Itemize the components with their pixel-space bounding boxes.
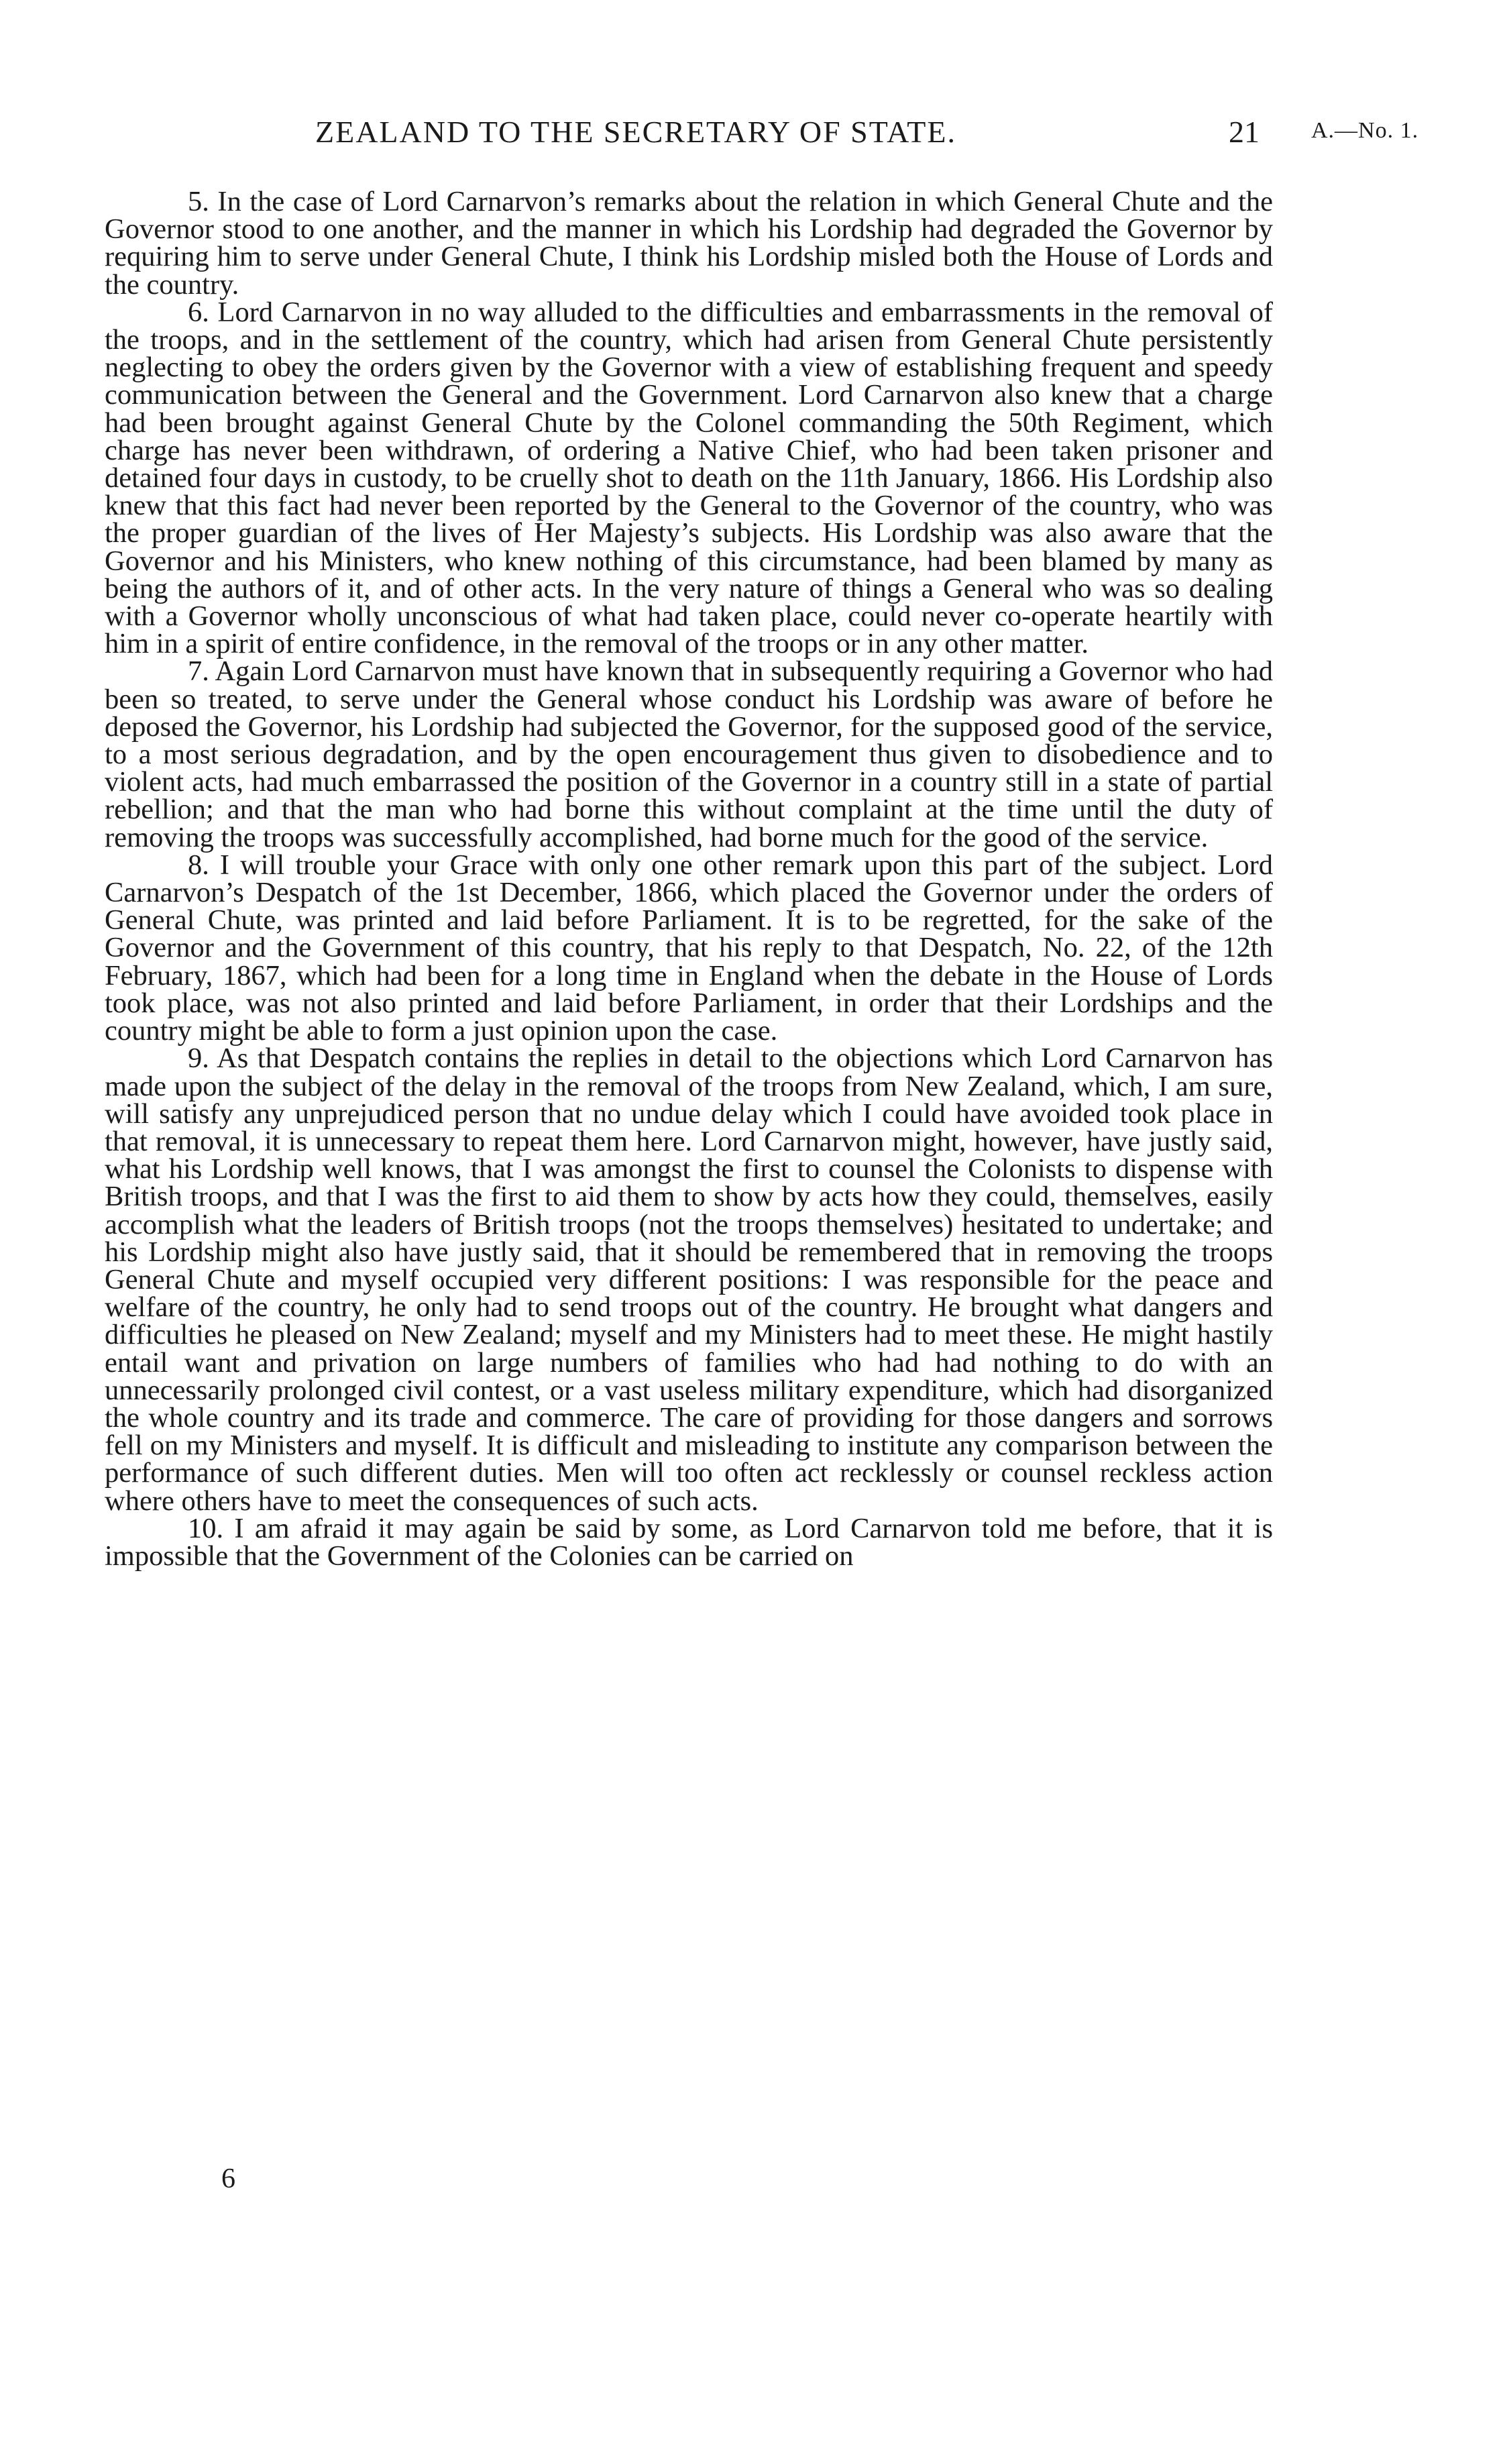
signature-mark: 6 <box>221 2163 235 2194</box>
running-header <box>0 114 1505 161</box>
paragraph-10: 10. I am afraid it may again be said by some, as Lord Carnarvon told me before, that it is impossible that the Government of the Colonies can be carried on <box>105 1512 1273 1572</box>
paragraph-9: 9. As that Despatch contains the replies in detail to the objections which Lord Carnarvon has made upon the subject of the delay in the removal of the troops from New Zealand, which, I am sure, will satisfy any unprejudiced person that no undue delay which I could have avoided took place in that removal, it is unnecessary to repeat them here. Lord Carnarvon might, however, have justly said, what his Lordship well knows, that I was amongst the first to counsel the Colonists to dispense with British troops, and that I was the first to aid them to show by acts how they could, themselves, easily accomplish what the leaders of British troops (not the troops themselves) hesitated to undertake; and his Lordship might also have justly said, that it should be remembered that in removing the troops General Chute and myself occupied very different positions: I was responsible for the peace and welfare of the country, he only had to send troops out of the country. He brought what dangers and difficulties he pleased on New Zealand; myself and my Ministers had to meet these. He might hastily entail want and privation on large numbers of families who had had nothing to do with an unnecessarily prolonged civil contest, or a vast useless military expenditure, which had disorganized the whole country and its trade and commerce. The care of providing for those dangers and sorrows fell on my Ministers and myself. It is difficult and misleading to institute any comparison between the performance of such different duties. Men will too often act recklessly or counsel reckless action where others have to meet the consequences of such acts. <box>105 1042 1273 1517</box>
document-reference: A.—No. 1. <box>1311 118 1419 143</box>
paragraph-5: 5. In the case of Lord Carnarvon’s remarks about the relation in which General Chute and the Governor stood to one another, and the manner in which his Lordship had degraded the Governor by requiring him to serve under General Chute, I think his Lordship misled both the House of Lords and the country. <box>105 186 1273 301</box>
paragraph-6: 6. Lord Carnarvon in no way alluded to the difficulties and embarrassments in the removal of the troops, and in the settlement of the country, which had arisen from General Chute persistently neglecting to obey the orders given by the Governor with a view of establishing frequent and speedy communication between the General and the Government. Lord Carnarvon also knew that a charge had been brought against General Chute by the Colonel commanding the 50th Regiment, which charge has never been withdrawn, of ordering a Native Chief, who had been taken prisoner and detained four days in custody, to be cruelly shot to death on the 11th January, 1866. His Lordship also knew that this fact had never been reported by the General to the Governor of the country, who was the proper guardian of the lives of Her Majesty’s subjects. His Lordship was also aware that the Governor and his Ministers, who knew nothing of this circumstance, had been blamed by many as being the authors of it, and of other acts. In the very nature of things a General who was so dealing with a Governor wholly unconscious of what had taken place, could never co-operate heartily with him in a spirit of entire confidence, in the removal of the troops or in any other matter. <box>105 296 1273 660</box>
document-body <box>105 188 1273 1570</box>
page-number: 21 <box>1229 115 1260 149</box>
paragraph-8: 8. I will trouble your Grace with only one other remark upon this part of the subject. Lord Carnarvon’s Despatch of the 1st December, 1866, which placed the Governor under the orders of General Chute, was printed and laid before Parliament. It is to be regretted, for the sake of the Governor and the Government of this country, that his reply to that Despatch, No. 22, of the 12th February, 1867, which had been for a long time in England when the debate in the House of Lords took place, was not also printed and laid before Parliament, in order that their Lordships and the country might be able to form a just opinion upon the case. <box>105 849 1273 1047</box>
paragraph-7: 7. Again Lord Carnarvon must have known that in subsequently requiring a Governor who had been so treated, to serve under the General whose conduct his Lordship was aware of before he deposed the Governor, his Lordship had subjected the Governor, for the supposed good of the service, to a most serious degradation, and by the open encouragement thus given to disobedience and to violent acts, had much embarrassed the position of the Governor in a country still in a state of partial rebellion; and that the man who had borne this without complaint at the time until the duty of removing the troops was successfully accomplished, had borne much for the good of the service. <box>105 655 1273 853</box>
running-title: ZEALAND TO THE SECRETARY OF STATE. <box>315 115 956 149</box>
